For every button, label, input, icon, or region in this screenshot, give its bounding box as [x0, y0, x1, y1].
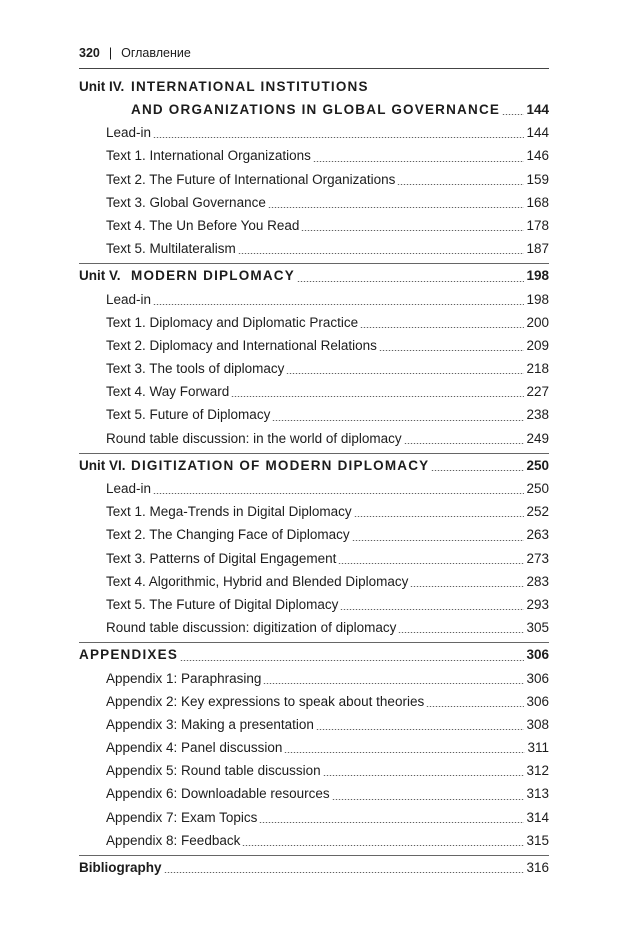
toc-entry[interactable]: [79, 547, 549, 570]
toc-entry[interactable]: [79, 144, 549, 167]
entry-title: Text 1. Diplomacy and Diplomatic Practice: [106, 314, 359, 330]
toc-entry[interactable]: [79, 477, 549, 500]
unit-title: INTERNATIONAL INSTITUTIONS: [131, 79, 369, 94]
entry-title: Text 4. The Un Before You Read: [106, 217, 300, 233]
toc-entry[interactable]: [79, 380, 549, 403]
bibliography-title: Bibliography: [79, 860, 162, 875]
page-ref: 238: [526, 407, 549, 423]
page-ref: 209: [526, 337, 549, 353]
bibliography-entry[interactable]: [79, 856, 549, 879]
entry-title: Text 3. Patterns of Digital Engagement: [106, 550, 337, 566]
toc-entry[interactable]: [79, 237, 549, 260]
entry-title: Lead-in: [106, 291, 152, 307]
entry-title: Text 1. Mega-Trends in Digital Diplomacy: [106, 504, 352, 520]
page-ref: 227: [526, 384, 549, 400]
page-ref: 146: [526, 148, 549, 164]
entry-title: Round table discussion: in the world of diplomacy: [106, 430, 402, 446]
toc-entry[interactable]: [79, 191, 549, 214]
page-ref: 308: [526, 716, 549, 732]
page-ref: 144: [526, 102, 549, 117]
dot-leader: [431, 470, 524, 471]
toc-entry[interactable]: [79, 593, 549, 616]
dot-leader: [379, 350, 525, 351]
dot-leader: [268, 207, 525, 208]
dot-leader: [340, 609, 524, 610]
toc-entry[interactable]: [79, 168, 549, 191]
page-ref: 249: [526, 430, 549, 446]
unit-title: AND ORGANIZATIONS IN GLOBAL GOVERNANCE: [131, 102, 501, 117]
entry-title: Appendix 3: Making a presentation: [106, 716, 314, 732]
page-ref: 314: [526, 809, 549, 825]
entry-title: Text 2. The Changing Face of Diplomacy: [106, 527, 350, 543]
dot-leader: [238, 253, 525, 254]
dot-leader: [354, 516, 525, 517]
dot-leader: [284, 752, 525, 753]
unit-title: DIGITIZATION OF MODERN DIPLOMACY: [131, 457, 430, 473]
toc-entry[interactable]: [79, 829, 549, 852]
entry-title: Text 5. The Future of Digital Diplomacy: [106, 596, 339, 612]
page-ref: 200: [526, 314, 549, 330]
page-ref: 168: [526, 194, 549, 210]
dot-leader: [263, 683, 524, 684]
toc-entry[interactable]: [79, 523, 549, 546]
dot-leader: [231, 396, 524, 397]
dot-leader: [153, 493, 524, 494]
appendixes-title: APPENDIXES: [79, 647, 179, 663]
page-ref: 313: [526, 786, 549, 802]
entry-title: Lead-in: [106, 125, 152, 141]
page-ref: 273: [526, 550, 549, 566]
page-ref: 306: [526, 647, 549, 663]
entry-title: Text 2. Diplomacy and International Relations: [106, 337, 377, 353]
unit-6-entries: [79, 477, 549, 639]
toc-entry[interactable]: [79, 616, 549, 639]
toc-entry[interactable]: [79, 667, 549, 690]
page-ref: 263: [526, 527, 549, 543]
page-ref: 178: [526, 217, 549, 233]
unit-label: Unit V.: [79, 268, 121, 284]
entry-title: Appendix 7: Exam Topics: [106, 809, 258, 825]
dot-leader: [313, 161, 525, 162]
dot-leader: [301, 230, 524, 231]
page-number: 320: [79, 46, 100, 60]
entry-title: Text 3. The tools of diplomacy: [106, 361, 285, 377]
header-title: Оглавление: [121, 46, 191, 60]
dot-leader: [338, 563, 524, 564]
toc-entry[interactable]: [79, 427, 549, 450]
toc-entry[interactable]: [79, 570, 549, 593]
toc-entry[interactable]: [79, 214, 549, 237]
entry-title: Appendix 8: Feedback: [106, 832, 241, 848]
unit-4-heading: [79, 75, 549, 98]
appendixes-heading[interactable]: [79, 643, 549, 666]
entry-title: Appendix 5: Round table discussion: [106, 763, 321, 779]
page-ref: 312: [526, 763, 549, 779]
dot-leader: [180, 660, 524, 661]
dot-leader: [242, 845, 524, 846]
dot-leader: [259, 822, 524, 823]
dot-leader: [404, 443, 525, 444]
entry-title: Lead-in: [106, 481, 152, 496]
dot-leader: [153, 137, 524, 138]
entry-title: Text 3. Global Governance: [106, 194, 266, 210]
unit-5-entries: [79, 288, 549, 450]
entry-title: Text 1. International Organizations: [106, 148, 311, 164]
page-ref: 218: [526, 361, 549, 377]
toc-entry[interactable]: [79, 690, 549, 713]
dot-leader: [316, 729, 525, 730]
dot-leader: [153, 304, 524, 305]
toc-entry[interactable]: [79, 782, 549, 805]
entry-title: Round table discussion: digitization of diplomacy: [106, 620, 397, 636]
page-ref: 144: [526, 125, 549, 141]
dot-leader: [352, 540, 525, 541]
dot-leader: [297, 281, 525, 282]
page-ref: 250: [526, 481, 549, 496]
entry-title: Appendix 4: Panel discussion: [106, 740, 283, 756]
dot-leader: [164, 872, 525, 873]
dot-leader: [410, 586, 524, 587]
toc-entry[interactable]: [79, 500, 549, 523]
dot-leader: [398, 632, 524, 633]
toc-entry[interactable]: [79, 806, 549, 829]
running-header: [79, 46, 549, 69]
toc-entry[interactable]: [79, 759, 549, 782]
dot-leader: [426, 706, 524, 707]
unit-title: MODERN DIPLOMACY: [131, 268, 295, 284]
page-ref: 198: [526, 268, 549, 284]
unit-label: Unit VI.: [79, 457, 126, 473]
dot-leader: [323, 775, 525, 776]
toc-entry[interactable]: [79, 357, 549, 380]
dot-leader: [332, 799, 525, 800]
page-ref: 252: [526, 504, 549, 520]
dot-leader: [286, 373, 524, 374]
toc-entry[interactable]: [79, 403, 549, 426]
appendix-entries: [79, 667, 549, 853]
entry-title: Appendix 1: Paraphrasing: [106, 670, 262, 686]
page-ref: 159: [526, 171, 549, 187]
entry-title: Text 5. Multilateralism: [106, 241, 236, 257]
page-ref: 250: [526, 457, 549, 473]
unit-4-entries: [79, 121, 549, 260]
header-separator: |: [108, 46, 113, 60]
page-ref: 306: [526, 670, 549, 686]
toc-entry[interactable]: [79, 311, 549, 334]
page-ref: 311: [527, 740, 549, 756]
dot-leader: [397, 184, 524, 185]
entry-title: Appendix 6: Downloadable resources: [106, 786, 330, 802]
entry-title: Text 2. The Future of International Organizations: [106, 171, 396, 187]
toc-entry[interactable]: [79, 121, 549, 144]
unit-5-heading[interactable]: [79, 264, 549, 287]
entry-title: Text 4. Way Forward: [106, 384, 230, 400]
page-ref: 198: [526, 291, 549, 307]
page-ref: 315: [526, 832, 549, 848]
page-ref: 316: [526, 860, 549, 875]
toc-entry[interactable]: [79, 713, 549, 736]
table-of-contents: [79, 75, 549, 879]
dot-leader: [502, 114, 524, 115]
page-ref: 305: [526, 620, 549, 636]
page-ref: 283: [526, 573, 549, 589]
entry-title: Text 5. Future of Diplomacy: [106, 407, 271, 423]
unit-6-heading[interactable]: [79, 454, 549, 477]
dot-leader: [360, 327, 524, 328]
entry-title: Text 4. Algorithmic, Hybrid and Blended Diplomacy: [106, 573, 409, 589]
entry-title: Appendix 2: Key expressions to speak about theories: [106, 693, 425, 709]
toc-entry[interactable]: [79, 288, 549, 311]
dot-leader: [272, 420, 524, 421]
toc-entry[interactable]: [79, 736, 549, 759]
unit-label: Unit IV.: [79, 79, 125, 94]
page-ref: 293: [526, 596, 549, 612]
toc-entry[interactable]: [79, 334, 549, 357]
page-ref: 306: [526, 693, 549, 709]
unit-4-heading-line2[interactable]: [79, 98, 549, 121]
page-ref: 187: [526, 241, 549, 257]
